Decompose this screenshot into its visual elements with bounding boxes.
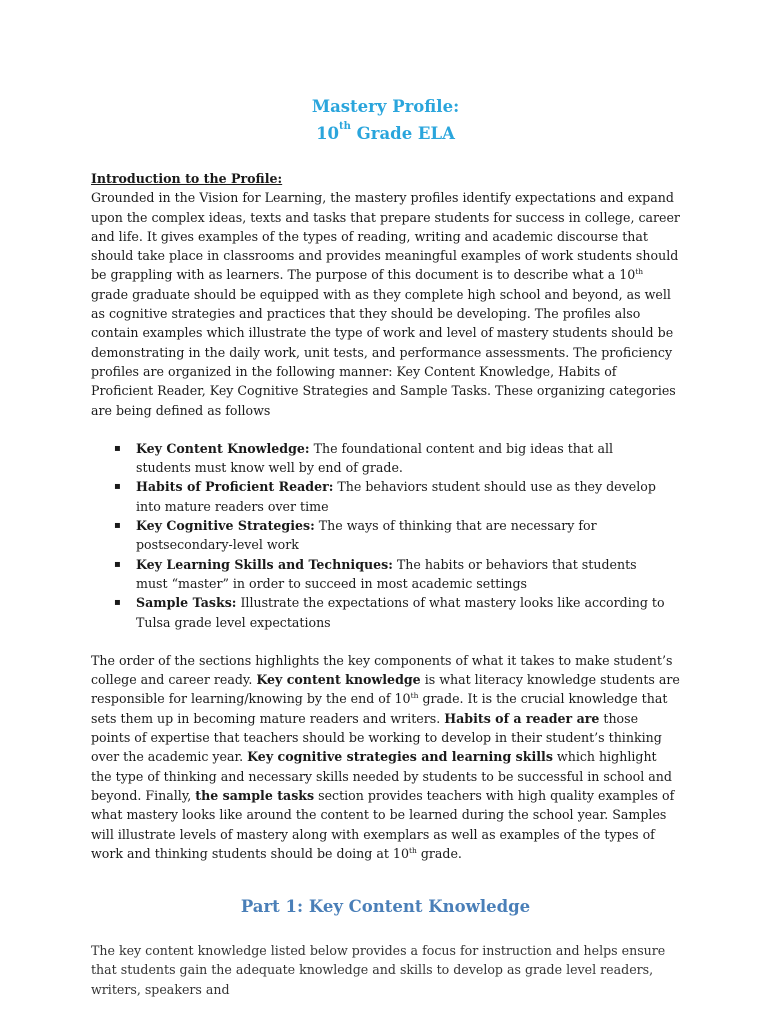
category-desc: The habits or behaviors that students must “master” in order to succeed in most academic settings [136,556,637,591]
order-text: grade. [416,845,462,861]
category-desc: The ways of thinking that are necessary for postsecondary-level work [136,518,597,553]
list-item [114,593,680,632]
category-desc: The behaviors student should use as they develop into mature readers over time [136,479,656,514]
title-line-1: Mastery Profile: [311,97,460,116]
order-text: The order of the sections highlights the key components of what it takes to make student’s college and career ready. [91,652,673,688]
order-sup: th [408,845,417,855]
order-bold: Key content knowledge [256,672,421,688]
grade-label: Grade ELA [350,124,455,143]
bullet-icon: ▪ [114,558,121,570]
category-term: Key Content Knowledge: [136,440,310,456]
list-item [114,555,680,594]
order-bold: Key cognitive strategies and learning skills [247,749,553,765]
intro-sup: th [635,267,644,277]
bullet-icon: ▪ [114,481,121,493]
category-term: Key Cognitive Strategies: [136,518,315,534]
bullet-icon: ▪ [114,520,121,532]
list-item [114,439,680,478]
category-term: Habits of Proficient Reader: [136,479,334,495]
intro-heading: Introduction to the Profile: [91,171,283,186]
category-desc: The foundational content and big ideas that all students must know well by end of grade. [136,440,614,476]
list-item [114,516,680,555]
category-term: Key Learning Skills and Techniques: [136,556,393,572]
document-title [91,93,680,147]
list-item [114,477,680,516]
order-bold: the sample tasks [195,787,315,803]
order-text: which highlight the type of thinking and necessary skills needed by students to be successful in school and beyond. Finally, [91,749,672,803]
intro-paragraph [91,188,680,420]
grade-suffix: th [339,121,351,132]
bullet-icon: ▪ [114,597,121,609]
order-text: those points of expertise that teachers should be working to develop in their student’s thinking over the academic year. [91,710,662,765]
grade-number: 10 [316,124,340,143]
part1-heading: Part 1: Key Content Knowledge [240,897,531,917]
bullet-icon: ▪ [114,442,121,454]
title-line-2 [91,120,680,147]
category-list [91,439,680,632]
order-text: section provides teachers with high quality examples of what mastery looks like around the content to be learned during the school year. Samples will illustrate levels of mastery along with exemplars as well as examples of the types of work and thinking students should be doing at 10 [91,787,675,861]
order-sup: th [410,691,419,701]
order-paragraph [91,651,680,863]
category-desc: Illustrate the expectations of what mastery looks like according to Tulsa grade level expectations [136,595,665,630]
intro-text-b: grade graduate should be equipped with as they complete high school and beyond, as well as cognitive strategies and practices that they should be developing. The profiles also contain examples which illustrate the type of work and level of mastery students should be demonstrating in the daily work, unit tests, and performance assessments. The proficiency profiles are organized in the following manner: Key Content Knowledge, Habits of Proficient Reader, Key Cognitive Strategies and Sample Tasks. These organizing categories are being defined as follows [91,286,676,418]
category-term: Sample Tasks: [136,595,237,611]
order-text: grade. It is the crucial knowledge that sets them up in becoming mature readers and writers. [91,691,668,726]
order-text: is what literacy knowledge students are responsible for learning/knowing by the end of 10 [91,672,680,707]
part1-intro: The key content knowledge listed below provides a focus for instruction and helps ensure that students gain the adequate knowledge and skills to develop as grade level readers, writers, speakers and [91,943,666,997]
intro-text-a: Grounded in the Vision for Learning, the mastery profiles identify expectations and expand upon the complex ideas, texts and tasks that prepare students for success in college, career and life. It gives examples of the types of reading, writing and academic discourse that should take place in classrooms and provides meaningful examples of work students should be grappling with as learners. The purpose of this document is to describe what a 10 [91,190,680,283]
order-bold: Habits of a reader are [444,710,600,726]
